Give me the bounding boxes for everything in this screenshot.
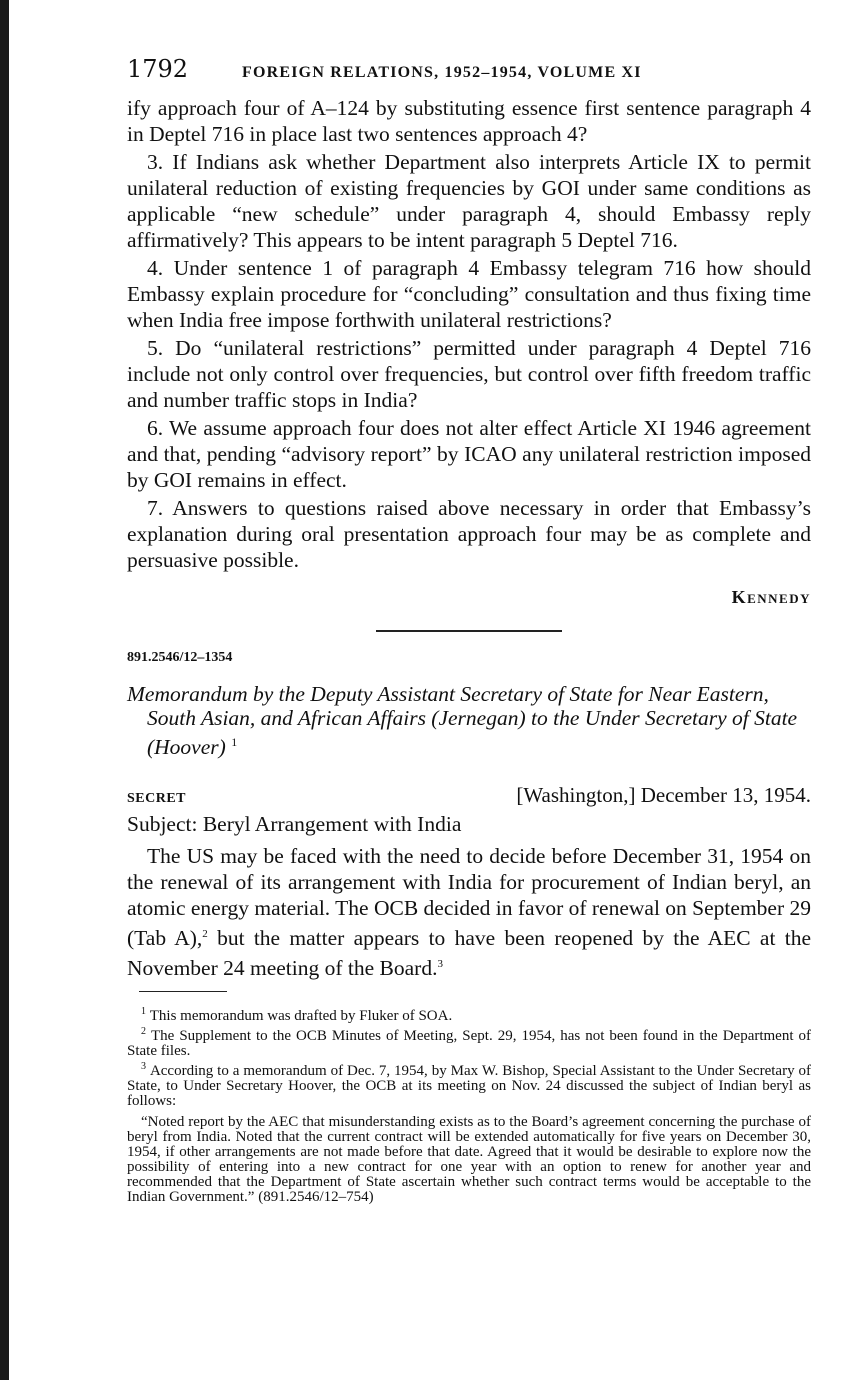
footnote-2 [127,1024,811,1059]
footnote-text: This memorandum was drafted by Fluker of SOA. [149,1008,453,1025]
footnote-1 [127,1004,811,1024]
footnote-quote: “Noted report by the AEC that misunderstanding exists as to the Board’s agreement concerning the purchase of beryl from India. Noted that the current contract will be extended automatically for five years on December 30, 1954, if other arrangements are not made before that date. Agreed that it would be desirable to explore now the possibility of entering into a new contract for one year with an option to renew for another year and recommended that the Department of State ascertain whether such contract terms would be acceptable to the Indian Government.” (891.2546/12–754) [127,1114,811,1206]
continuation-paragraph: ify approach four of A–124 by substituting essence first sentence paragraph 4 in Deptel 716 in place last two sentences approach 4? [127,96,811,146]
subject-line: Subject: Beryl Arrangement with India [127,812,462,837]
footnote-mark: 1 [141,1006,146,1018]
memo-body-text-2: but the matter appears to have been reopened by the AEC at the November 24 meeting of the Board. [127,926,811,981]
footnote-ref-3: 3 [437,958,443,971]
question-3: 3. If Indians ask whether Department also interprets Article IX to permit unilateral reduction of existing frequencies by GOI under same conditions as applicable “new schedule” under paragraph 4, should Embassy reply affirmatively? This appears to be intent paragraph 5 Deptel 716. [127,150,811,252]
running-title: FOREIGN RELATIONS, 1952–1954, VOLUME XI [242,64,642,81]
footnotes [127,1004,811,1205]
scan-edge [0,0,9,1380]
footnote-ref-1: 1 [231,735,238,749]
footnote-text: The Supplement to the OCB Minutes of Meeting, Sept. 29, 1954, has not been found in the Department of State files. [127,1028,812,1060]
question-5: 5. Do “unilateral restrictions” permitted under paragraph 4 Deptel 716 include not only control over frequencies, but control over fifth freedom traffic and number traffic stops in India? [127,336,811,412]
dateline: [Washington,] December 13, 1954. [516,783,811,808]
classification-label: SECRET [127,791,187,807]
telegram-continuation [127,95,811,608]
footnote-mark: 2 [141,1026,146,1038]
file-number: 891.2546/12–1354 [127,650,233,665]
memo-body-text-1: The US may be faced with the need to decide before December 31, 1954 on the renewal of its arrangement with India for procurement of Indian beryl, an atomic energy material. The OCB decided in favor of renewal on September 29 (Tab A), [127,844,811,951]
footnote-3 [127,1059,811,1109]
footnote-mark: 3 [141,1061,146,1073]
section-divider [376,630,562,632]
classification-row [127,783,811,808]
page-number: 1792 [127,55,189,83]
document-heading [127,682,811,759]
question-6: 6. We assume approach four does not alter effect Article XI 1946 agreement and that, pending “advisory report” by ICAO any unilateral restriction imposed by GOI remains in effect. [127,416,811,492]
memo-body-paragraph [127,843,811,981]
signature: Kennedy [731,587,811,607]
document-heading-text: Memorandum by the Deputy Assistant Secretary of State for Near Eastern, South Asian, and African Affairs (Jernegan) to the Under Secretary of State (Hoover) [127,682,798,760]
question-7: 7. Answers to questions raised above necessary in order that Embassy’s explanation during oral presentation approach four may be as complete and persuasive possible. [127,496,811,572]
footnote-text: According to a memorandum of Dec. 7, 1954, by Max W. Bishop, Special Assistant to the Under Secretary of State, to Under Secretary Hoover, the OCB at its meeting on Nov. 24 discussed the subject of Indian beryl as follows: [127,1063,811,1110]
footnote-ref-2: 2 [202,928,208,941]
question-4: 4. Under sentence 1 of paragraph 4 Embassy telegram 716 how should Embassy explain procedure for “concluding” consultation and thus fixing time when India free impose forthwith unilateral restrictions? [127,256,811,332]
page [127,55,811,1205]
footnote-rule [139,991,227,992]
running-head [127,55,811,95]
